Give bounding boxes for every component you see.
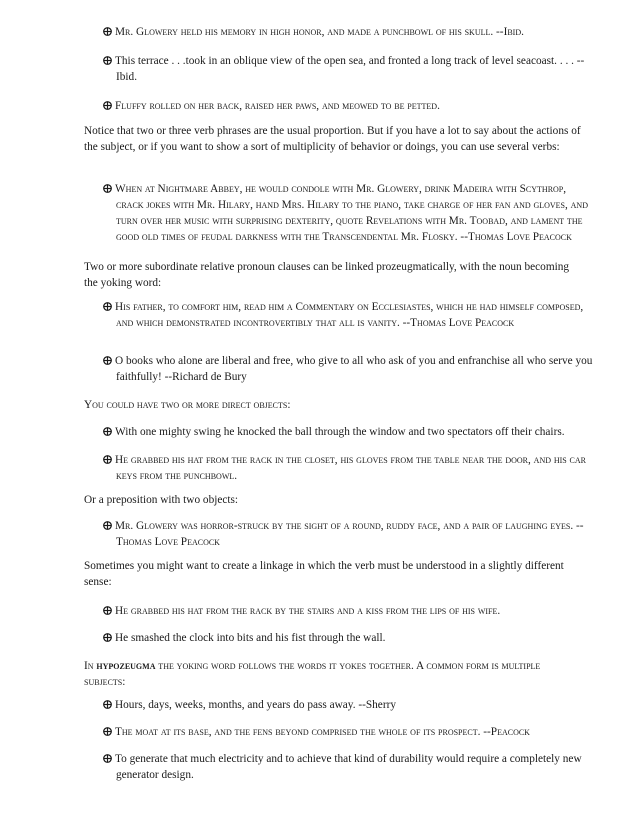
paragraph-verbs: Notice that two or three verb phrases are the usual proportion. But if you have a lot to say about the actions of the subject, or if you want to show a sort of multiplicity of behavior or doings, you can use several verbs: (84, 125, 581, 153)
paragraph-hypozeugma: In hypozeugma the yoking word follows the words it yokes together. A common form is multiple subjects: (84, 660, 541, 688)
term-hypozeugma: hypozeugma (96, 660, 156, 672)
example-4: When at Nightmare Abbey, he would condole with Mr. Glowery, drink Madeira with Scythrop, crack jokes with Mr. Hilary, hand Mrs. Hilary to the piano, take charge of her fan and gloves, and turn over her music with surprising dexterity, quote Revelations with Mr. Toobad, and lament the good old times of feudal darkness with the Transcendental Mr. Flosky. --Thomas Love Peacock (103, 181, 594, 245)
example-9: Mr. Glowery was horror-struck by the sight of a round, ruddy face, and a pair of laughing eyes. --Thomas Love Peacock (103, 518, 594, 550)
bullet-icon (103, 455, 112, 464)
paragraph-linkage: Sometimes you might want to create a linkage in which the verb must be understood in a slightly different sense: (84, 560, 564, 588)
example-6: O books who alone are liberal and free, who give to all who ask of you and enfranchise all who serve you faithfully! --Richard de Bury (103, 353, 594, 385)
example-1: Mr. Glowery held his memory in high honor, and made a punchbowl of his skull. --Ibid. (103, 24, 594, 40)
example-11: He smashed the clock into bits and his fist through the wall. (103, 630, 594, 646)
bullet-icon (103, 700, 112, 709)
example-10: He grabbed his hat from the rack by the stairs and a kiss from the lips of his wife. (103, 603, 594, 619)
paragraph-relative-clauses: Two or more subordinate relative pronoun clauses can be linked prozeugmatically, with the noun becoming the yoking word: (84, 261, 570, 289)
bullet-icon (103, 521, 112, 530)
bullet-icon (103, 184, 112, 193)
example-8: He grabbed his hat from the rack in the closet, his gloves from the table near the door, and his car keys from the punchbowl. (103, 452, 594, 484)
example-2: This terrace . . .took in an oblique view of the open sea, and fronted a long track of level seacoast. . . . --Ibid. (103, 53, 594, 85)
bullet-icon (103, 427, 112, 436)
example-14: To generate that much electricity and to achieve that kind of durability would require a completely new generator design. (103, 751, 594, 783)
bullet-icon (103, 633, 112, 642)
example-3: Fluffy rolled on her back, raised her paws, and meowed to be petted. (103, 98, 594, 114)
bullet-icon (103, 56, 112, 65)
bullet-icon (103, 101, 112, 110)
example-13: The moat at its base, and the fens beyond comprised the whole of its prospect. --Peacock (103, 724, 594, 740)
bullet-icon (103, 754, 112, 763)
example-12: Hours, days, weeks, months, and years do pass away. --Sherry (103, 697, 594, 713)
example-5: His father, to comfort him, read him a Commentary on Ecclesiastes, which he had himself composed, and which demonstrated incontrovertibly that all is vanity. --Thomas Love Peacock (103, 299, 594, 331)
paragraph-preposition: Or a preposition with two objects: (84, 494, 239, 506)
bullet-icon (103, 727, 112, 736)
bullet-icon (103, 356, 112, 365)
bullet-icon (103, 606, 112, 615)
bullet-icon (103, 302, 112, 311)
example-7: With one mighty swing he knocked the ball through the window and two spectators off their chairs. (103, 424, 594, 440)
bullet-icon (103, 27, 112, 36)
paragraph-direct-objects: You could have two or more direct objects: (84, 399, 291, 411)
